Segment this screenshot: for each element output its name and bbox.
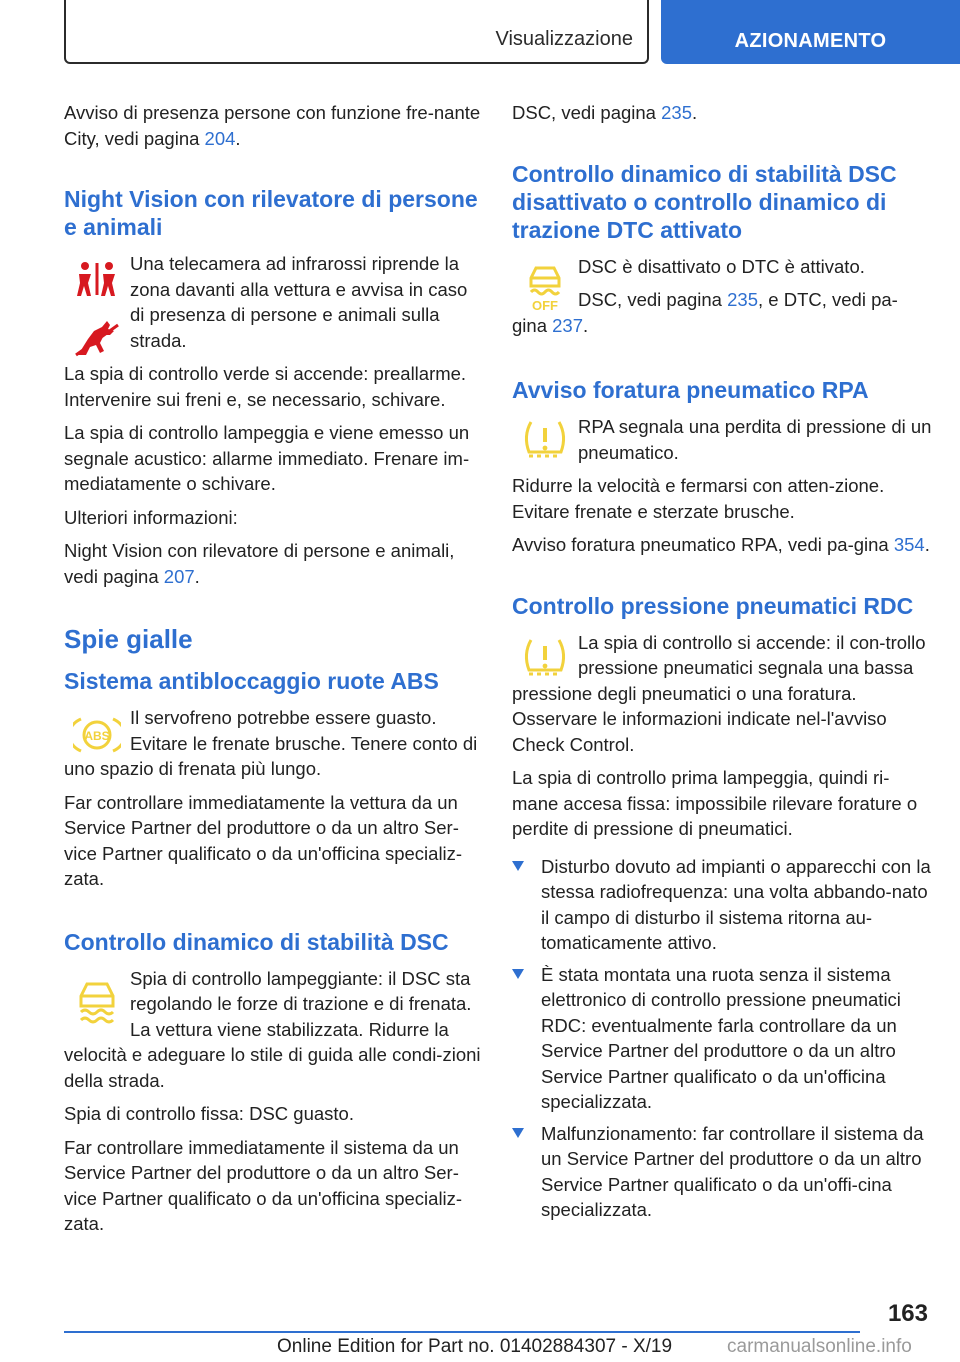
night-vision-flashing-light: La spia di controllo lampeggia e viene emesso un segnale acustico: allarme immediato. Frenare im-mediatamente o schivare.	[64, 422, 470, 494]
dsc-flashing: Spia di controllo lampeggiante: il DSC sta regolando le forze di trazione e di frenata. La vettura viene stabilizzata. Ridurre la velocità e adeguare lo stile di guida alle condi-zioni della strada.	[64, 967, 481, 1091]
bullet-triangle-icon	[512, 969, 524, 979]
dsc-off-icon-label: OFF	[532, 297, 558, 312]
yellow-lights-heading: Spie gialle	[64, 624, 193, 654]
rpa-reference: Avviso foratura pneumatico RPA, vedi pa-gina 354.	[512, 534, 930, 555]
left-column	[64, 100, 484, 1245]
abs-service: Far controllare immediatamente la vettura da un Service Partner del produttore o da un altro Ser-vice Partner qualificato o da un'officina specializ-zata.	[64, 791, 463, 889]
rdc-description: La spia di controllo si accende: il con-trollo pressione pneumatici segnala una bassa pressione degli pneumatici o una foratura. Osservare le informazioni indicate nel-l'avviso Check Control.	[512, 631, 926, 755]
header-chapter-tab	[661, 0, 960, 64]
page-link-237[interactable]: 237	[552, 314, 583, 336]
city-brake-paragraph: Avviso di presenza persone con funzione fre-nante City, vedi pagina 204.	[64, 102, 481, 149]
header-section-tab	[64, 0, 649, 64]
svg-text:ABS: ABS	[84, 729, 110, 743]
list-item: Malfunzionamento: far controllare il sistema da un Service Partner del produttore o da un altro Service Partner qualificato o da un'offi-cina specializzata.	[512, 1121, 932, 1223]
pedestrian-warning-icon	[74, 261, 120, 297]
night-vision-more-info: Ulteriori informazioni:	[64, 506, 238, 528]
dsc-service: Far controllare immediatamente il sistema da un Service Partner del produttore o da un altro Ser-vice Partner qualificato o da un'officina specializ-zata.	[64, 1136, 463, 1234]
rpa-advice: Ridurre la velocità e fermarsi con atten-zione. Evitare frenate e sterzate brusche.	[512, 475, 885, 522]
footer-watermark: carmanualsonline.info	[727, 1336, 912, 1357]
page-link-204[interactable]: 204	[204, 127, 236, 149]
bullet-triangle-icon	[512, 861, 524, 871]
page-link-207[interactable]: 207	[163, 565, 195, 587]
dsc-heading: Controllo dinamico di stabilità DSC	[64, 928, 449, 955]
page-number: 163	[887, 1300, 928, 1327]
night-vision-green-light: La spia di controllo verde si accende: preallarme. Intervenire sui freni e, se necessario, schivare.	[64, 363, 467, 410]
animal-warning-icon	[74, 317, 120, 357]
rpa-description: RPA segnala una perdita di pressione di un pneumatico.	[578, 416, 932, 463]
rdc-heading: Controllo pressione pneumatici RDC	[512, 592, 914, 619]
abs-description: Il servofreno potrebbe essere guasto. Evitare le frenate brusche. Tenere conto di uno spazio di frenata più lungo.	[64, 707, 478, 779]
night-vision-description: Una telecamera ad infrarossi riprende la zona davanti alla vettura e avvisa in caso di presenza di persone e animali sulla strada.	[130, 253, 468, 351]
night-vision-reference: Night Vision con rilevatore di persone e animali, vedi pagina 207.	[64, 540, 455, 587]
dsc-off-icon	[525, 262, 565, 312]
bullet-triangle-icon	[512, 1128, 524, 1138]
page-link-235[interactable]: 235	[661, 102, 692, 123]
dsc-off-heading: Controllo dinamico di stabilità DSC disattivato o controllo dinamico di trazione DTC attivato	[512, 160, 897, 243]
abs-heading: Sistema antibloccaggio ruote ABS	[64, 668, 439, 694]
dsc-off-description: DSC è disattivato o DTC è attivato.	[578, 255, 865, 277]
header-chapter-title: AZIONAMENTO	[734, 30, 887, 52]
rdc-causes-list	[512, 854, 932, 1223]
abs-warning-icon	[73, 715, 121, 755]
list-item: È stata montata una ruota senza il sistema elettronico di controllo pressione pneumatici RDC: eventualmente farla controllare da un Service Partner del produttore o da un altro Service Partner qualificato o da un'officina specializzata.	[512, 962, 932, 1115]
right-column	[512, 100, 932, 1229]
dsc-fixed: Spia di controllo fissa: DSC guasto.	[64, 1103, 354, 1124]
dsc-reference: DSC, vedi pagina 235.	[512, 102, 698, 123]
dsc-dtc-reference: DSC, vedi pagina 235, e DTC, vedi pa-gina 237.	[512, 289, 898, 336]
list-item: Disturbo dovuto ad impianti o apparecchi con la stessa radiofrequenza: una volta abbando-nato il campo di disturbo il sistema ritorna au-tomaticamente attivo.	[512, 854, 932, 956]
header-section-title: Visualizzazione	[495, 28, 633, 50]
night-vision-heading: Night Vision con rilevatore di persone e animali	[64, 186, 478, 240]
tire-pressure-control-icon	[521, 636, 569, 680]
rpa-heading: Avviso foratura pneumatico RPA	[512, 377, 869, 403]
rdc-flash-then-fixed: La spia di controllo prima lampeggia, quindi ri-mane accesa fissa: impossibile rilevare forature o perdite di pressione di pneumatici.	[512, 767, 918, 839]
footer-divider	[64, 1331, 860, 1333]
page-link-235-b[interactable]: 235	[727, 289, 758, 310]
footer-edition: Online Edition for Part no. 01402884307 - X/19	[277, 1336, 673, 1357]
page-link-354[interactable]: 354	[893, 534, 925, 555]
dsc-warning-icon	[75, 976, 119, 1024]
tire-pressure-warning-icon	[521, 418, 569, 462]
